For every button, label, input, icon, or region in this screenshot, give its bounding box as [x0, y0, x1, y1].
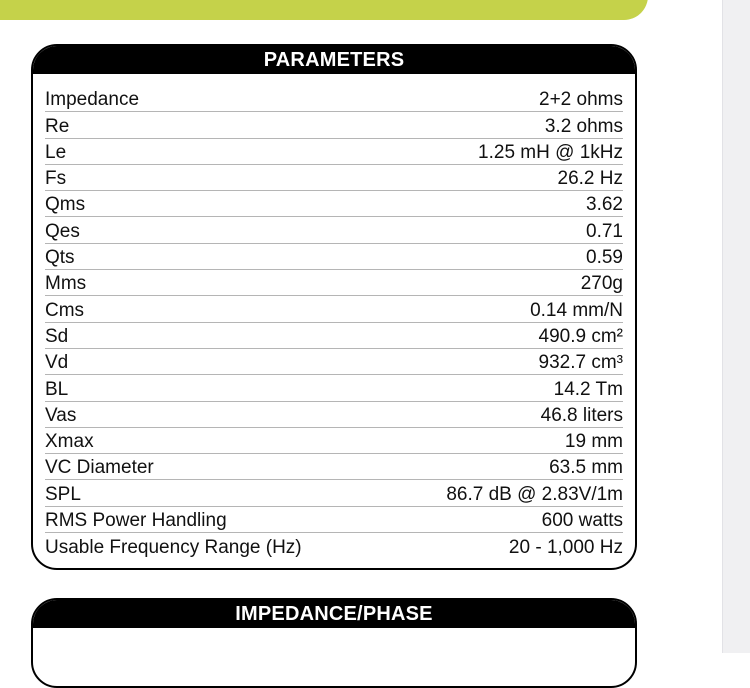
parameter-label: Impedance	[45, 89, 140, 111]
parameter-value: 0.14 mm/N	[530, 299, 623, 321]
parameter-row-qts	[45, 244, 623, 270]
parameter-value: 3.62	[586, 194, 623, 216]
parameter-value: 490.9 cm²	[538, 325, 623, 347]
parameter-label: Fs	[45, 168, 67, 190]
parameter-row-vas	[45, 402, 623, 428]
parameter-value: 86.7 dB @ 2.83V/1m	[446, 483, 623, 505]
parameter-label: Vd	[45, 352, 69, 374]
parameter-value: 600 watts	[541, 510, 623, 532]
parameter-value: 46.8 liters	[540, 404, 623, 426]
parameter-label: Vas	[45, 404, 77, 426]
parameter-row-cms	[45, 296, 623, 322]
parameter-label: SPL	[45, 483, 81, 505]
parameter-value: 3.2 ohms	[544, 115, 623, 137]
impedance-phase-title: IMPEDANCE/PHASE	[33, 600, 635, 628]
parameter-value: 14.2 Tm	[553, 378, 623, 400]
parameter-value: 19 mm	[564, 431, 623, 453]
parameter-label: Mms	[45, 273, 87, 295]
impedance-phase-panel	[31, 598, 637, 688]
parameter-row-vc-diameter	[45, 454, 623, 480]
parameter-value: 63.5 mm	[549, 457, 623, 479]
parameter-label: Xmax	[45, 431, 94, 453]
parameter-row-sd	[45, 323, 623, 349]
parameter-label: Re	[45, 115, 70, 137]
parameter-row-qes	[45, 217, 623, 243]
parameter-value: 932.7 cm³	[538, 352, 623, 374]
parameter-row-frequency-range	[45, 533, 623, 559]
parameters-list	[33, 74, 635, 559]
parameter-label: Qts	[45, 247, 75, 269]
parameter-row-vd	[45, 349, 623, 375]
parameter-label: BL	[45, 378, 69, 400]
parameter-row-impedance	[45, 86, 623, 112]
parameter-row-xmax	[45, 428, 623, 454]
parameter-value: 26.2 Hz	[557, 168, 623, 190]
parameter-label: VC Diameter	[45, 457, 154, 479]
parameter-value: 1.25 mH @ 1kHz	[478, 141, 623, 163]
parameter-row-fs	[45, 165, 623, 191]
parameters-title: PARAMETERS	[33, 46, 635, 74]
parameter-value: 0.71	[586, 220, 623, 242]
parameter-row-qms	[45, 191, 623, 217]
parameter-value: 0.59	[586, 247, 623, 269]
top-accent-band	[0, 0, 648, 20]
parameter-label: Le	[45, 141, 67, 163]
parameter-row-spl	[45, 480, 623, 506]
parameter-value: 2+2 ohms	[539, 89, 623, 111]
parameters-panel	[31, 44, 637, 570]
page-edge-strip	[722, 0, 750, 653]
parameter-label: Cms	[45, 299, 85, 321]
parameter-label: Usable Frequency Range (Hz)	[45, 537, 302, 559]
parameter-label: Sd	[45, 325, 69, 347]
parameter-value: 270g	[580, 273, 623, 295]
parameter-value: 20 - 1,000 Hz	[508, 537, 623, 559]
parameter-label: Qes	[45, 220, 80, 242]
parameter-row-mms	[45, 270, 623, 296]
parameter-label: RMS Power Handling	[45, 510, 227, 532]
parameter-row-rms-power	[45, 507, 623, 533]
parameter-label: Qms	[45, 194, 86, 216]
parameter-row-le	[45, 139, 623, 165]
parameter-row-bl	[45, 375, 623, 401]
parameter-row-re	[45, 112, 623, 138]
